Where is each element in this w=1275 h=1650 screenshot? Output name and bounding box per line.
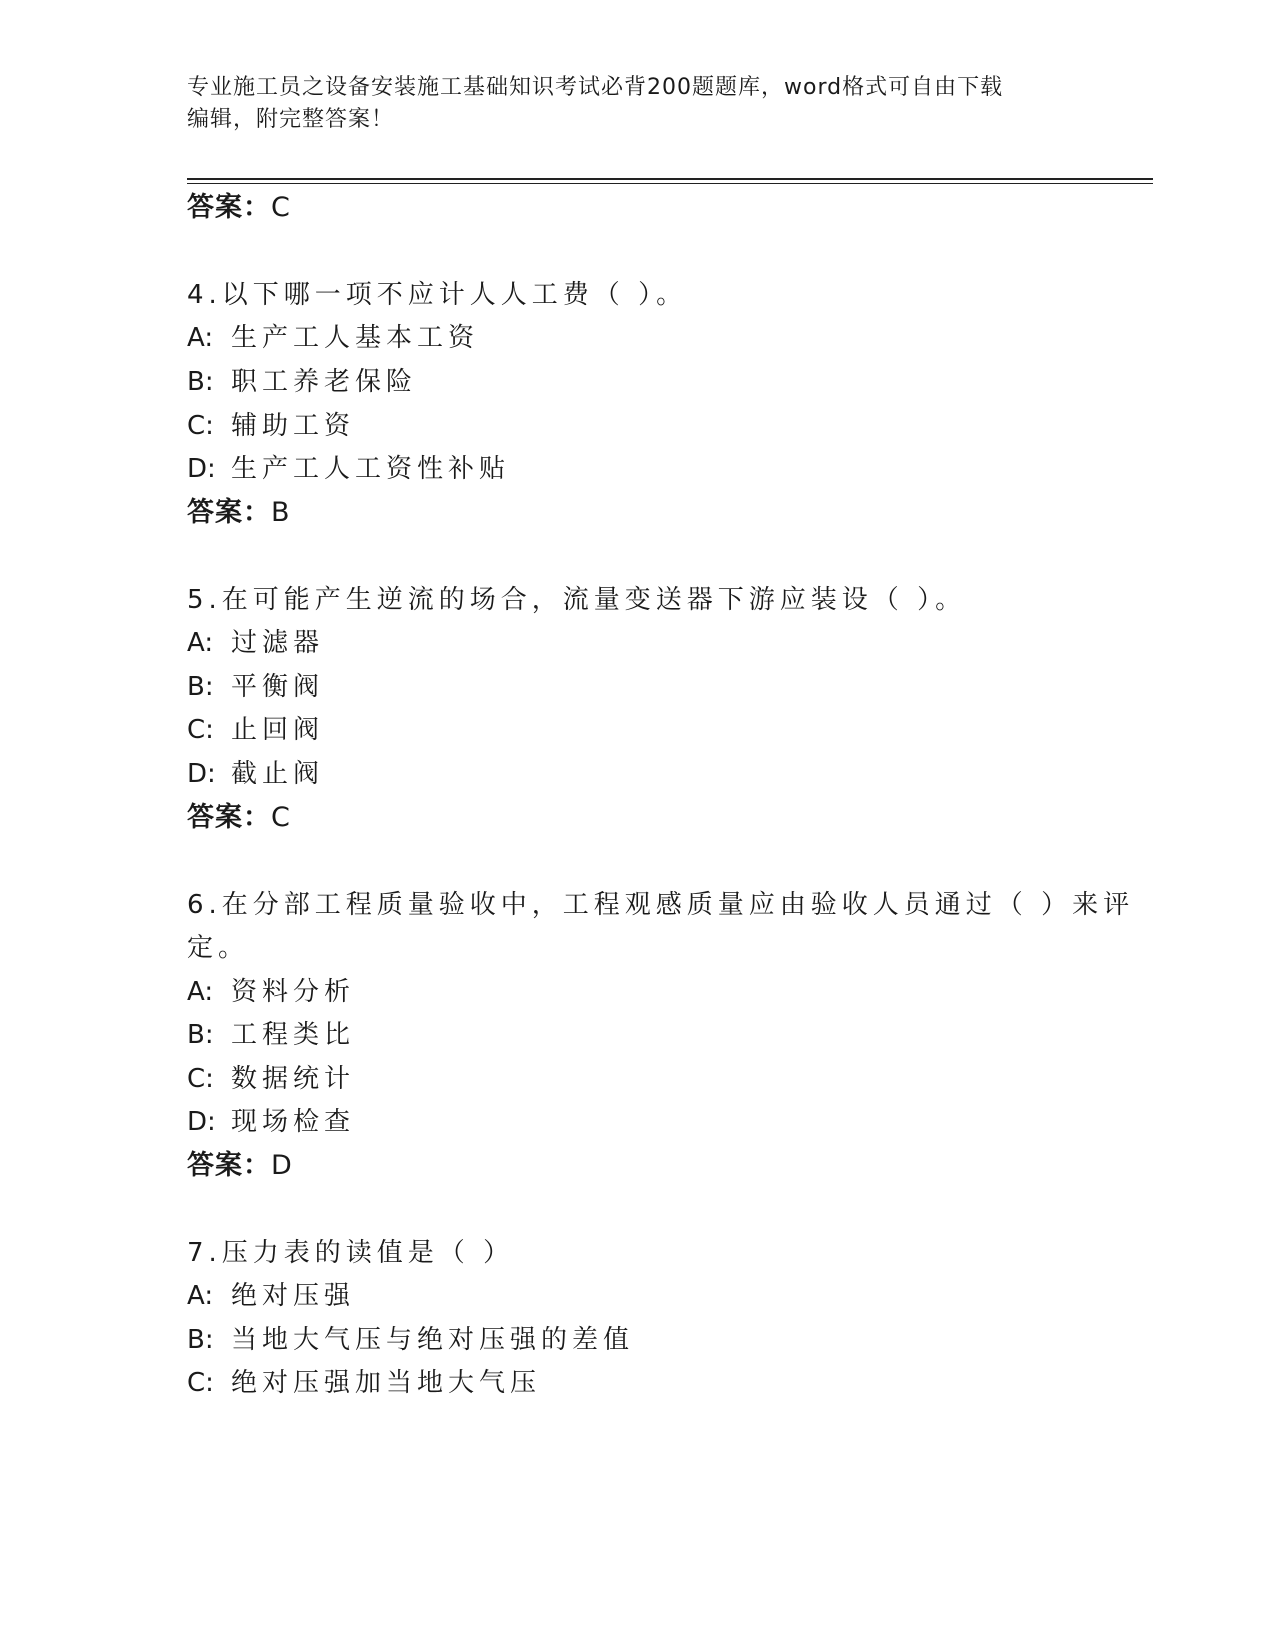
answer-value: B <box>271 497 291 528</box>
answer-line-prev <box>187 192 291 224</box>
question-6-option-d <box>187 1106 355 1138</box>
document-header <box>187 72 1087 136</box>
option-letter: C: <box>187 715 214 745</box>
answer-value: C <box>271 802 291 833</box>
question-6-option-a <box>187 976 355 1008</box>
option-text: 资料分析 <box>231 977 356 1007</box>
question-5-option-b <box>187 671 324 703</box>
question-4-option-c <box>187 410 355 442</box>
option-text: 平衡阀 <box>231 672 325 702</box>
question-4-answer <box>187 497 291 529</box>
question-4-stem: 4.以下哪一项不应计人人工费（ ）。 <box>187 280 688 310</box>
question-4-option-a <box>187 322 479 354</box>
question-6-option-c <box>187 1063 355 1095</box>
question-7-option-c <box>187 1367 541 1399</box>
option-letter: C: <box>187 411 214 441</box>
answer-value: C <box>271 192 291 223</box>
option-text: 辅助工资 <box>231 411 356 441</box>
question-6-stem-line-2: 定。 <box>187 933 250 963</box>
question-5-answer <box>187 802 291 834</box>
option-text: 当地大气压与绝对压强的差值 <box>231 1325 635 1355</box>
option-text: 数据统计 <box>231 1064 356 1094</box>
option-letter: A: <box>187 977 214 1007</box>
question-4-option-b <box>187 366 417 398</box>
option-letter: B: <box>187 1020 214 1050</box>
option-letter: B: <box>187 367 214 397</box>
option-letter: B: <box>187 672 214 702</box>
option-text: 过滤器 <box>231 628 325 658</box>
header-line-1: 专业施工员之设备安装施工基础知识考试必背200题题库，word格式可自由下载 <box>187 75 1004 100</box>
option-text: 绝对压强 <box>231 1281 356 1311</box>
answer-value: D <box>271 1150 293 1181</box>
question-7-stem: 7.压力表的读值是（ ） <box>187 1238 515 1268</box>
option-letter: C: <box>187 1064 214 1094</box>
question-6-stem-line-1: 6.在分部工程质量验收中，工程观感质量应由验收人员通过（ ）来评 <box>187 890 1135 920</box>
option-text: 职工养老保险 <box>231 367 418 397</box>
answer-label: 答案： <box>187 1150 271 1181</box>
question-7-option-b <box>187 1324 634 1356</box>
question-5-option-c <box>187 714 324 746</box>
option-text: 截止阀 <box>231 759 325 789</box>
option-letter: A: <box>187 1281 214 1311</box>
option-text: 生产工人基本工资 <box>231 323 480 353</box>
option-letter: C: <box>187 1368 214 1398</box>
option-text: 止回阀 <box>231 715 325 745</box>
option-letter: A: <box>187 323 214 353</box>
option-letter: D: <box>187 759 216 789</box>
question-5-option-a <box>187 627 324 659</box>
option-text: 生产工人工资性补贴 <box>231 454 511 484</box>
option-letter: D: <box>187 1107 216 1137</box>
option-text: 现场检查 <box>231 1107 356 1137</box>
answer-label: 答案： <box>187 192 271 223</box>
question-5-option-d <box>187 758 324 790</box>
question-6-answer <box>187 1150 293 1182</box>
header-line-2: 编辑，附完整答案！ <box>187 107 395 132</box>
option-text: 绝对压强加当地大气压 <box>231 1368 542 1398</box>
answer-label: 答案： <box>187 497 271 528</box>
option-letter: D: <box>187 454 216 484</box>
question-6-option-b <box>187 1019 355 1051</box>
option-letter: A: <box>187 628 214 658</box>
answer-label: 答案： <box>187 802 271 833</box>
option-text: 工程类比 <box>231 1020 356 1050</box>
question-4-option-d <box>187 453 510 485</box>
question-7-option-a <box>187 1280 355 1312</box>
header-divider-thick <box>187 178 1153 180</box>
option-letter: B: <box>187 1325 214 1355</box>
question-5-stem: 5.在可能产生逆流的场合，流量变送器下游应装设（ ）。 <box>187 585 967 615</box>
header-divider-thin <box>187 183 1153 184</box>
